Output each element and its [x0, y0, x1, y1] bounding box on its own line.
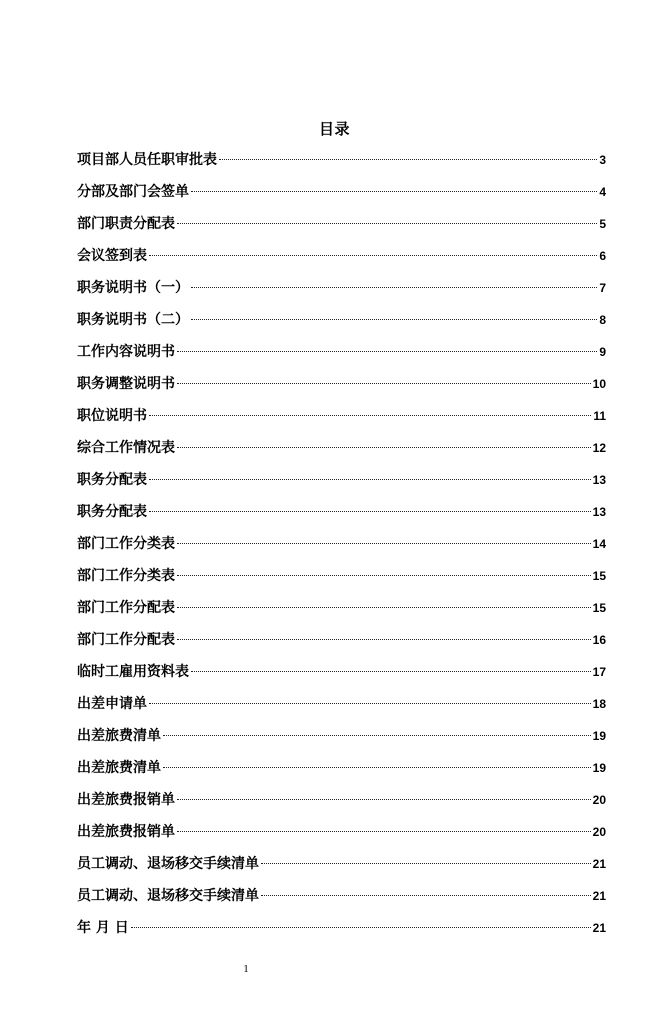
toc-entry[interactable]: [77, 178, 606, 210]
toc-dot-leader: [177, 383, 591, 384]
toc-entry[interactable]: [77, 338, 606, 370]
toc-entry[interactable]: [77, 690, 606, 722]
toc-dot-leader: [177, 831, 591, 832]
toc-entry-page-number[interactable]: 13: [592, 473, 606, 487]
toc-entry-label[interactable]: 分部及部门会签单: [77, 184, 189, 200]
toc-dot-leader: [191, 191, 597, 192]
toc-entry-page-number[interactable]: 11: [593, 409, 606, 423]
toc-entry[interactable]: [77, 274, 606, 306]
toc-dot-leader: [149, 255, 597, 256]
toc-entry[interactable]: [77, 658, 606, 690]
toc-dot-leader: [191, 671, 591, 672]
toc-entry-label[interactable]: 临时工雇用资料表: [77, 664, 189, 680]
toc-entry-page-number[interactable]: 10: [592, 377, 606, 391]
toc-entry[interactable]: [77, 242, 606, 274]
page-number: 1: [243, 963, 249, 975]
toc-entry-page-number[interactable]: 12: [592, 441, 606, 455]
toc-entry-label[interactable]: 会议签到表: [77, 248, 147, 264]
toc-entry-label[interactable]: 出差申请单: [77, 696, 147, 712]
toc-entry-label[interactable]: 年 月 日: [77, 920, 129, 936]
toc-dot-leader: [191, 287, 597, 288]
toc-entry[interactable]: [77, 818, 606, 850]
toc-dot-leader: [163, 735, 591, 736]
toc-entry[interactable]: [77, 530, 606, 562]
toc-entry[interactable]: [77, 402, 606, 434]
toc-entry-page-number[interactable]: 16: [592, 633, 606, 647]
toc-entry[interactable]: [77, 498, 606, 530]
toc-entry[interactable]: [77, 626, 606, 658]
toc-dot-leader: [261, 863, 591, 864]
toc-dot-leader: [177, 575, 591, 576]
toc-entry-label[interactable]: 职务分配表: [77, 472, 147, 488]
toc-entry[interactable]: [77, 914, 606, 946]
toc-entry[interactable]: [77, 786, 606, 818]
toc-entry-page-number[interactable]: 19: [592, 761, 606, 775]
toc-entry-page-number[interactable]: 13: [592, 505, 606, 519]
toc-dot-leader: [177, 447, 591, 448]
toc-entry[interactable]: [77, 562, 606, 594]
toc-entry-page-number[interactable]: 14: [592, 537, 606, 551]
toc-dot-leader: [219, 159, 597, 160]
toc-entry-page-number[interactable]: 21: [592, 857, 606, 871]
toc-entry-label[interactable]: 员工调动、退场移交手续清单: [77, 856, 259, 872]
toc-entry-label[interactable]: 项目部人员任职审批表: [77, 152, 217, 168]
toc-entry-label[interactable]: 出差旅费报销单: [77, 824, 175, 840]
toc-entry[interactable]: [77, 754, 606, 786]
toc-dot-leader: [177, 799, 591, 800]
toc-dot-leader: [131, 927, 591, 928]
toc-dot-leader: [177, 351, 597, 352]
toc-dot-leader: [149, 415, 591, 416]
toc-entry-label[interactable]: 出差旅费清单: [77, 760, 161, 776]
toc-entry[interactable]: [77, 210, 606, 242]
toc-entry-page-number[interactable]: 19: [592, 729, 606, 743]
toc-dot-leader: [149, 479, 591, 480]
toc-entry-page-number[interactable]: 20: [592, 793, 606, 807]
toc-entry-label[interactable]: 部门工作分类表: [77, 568, 175, 584]
toc-entry-page-number[interactable]: 7: [599, 281, 606, 295]
toc-entry-label[interactable]: 部门工作分类表: [77, 536, 175, 552]
toc-entry[interactable]: [77, 306, 606, 338]
toc-dot-leader: [177, 223, 597, 224]
toc-entry-page-number[interactable]: 20: [592, 825, 606, 839]
toc-entry[interactable]: [77, 594, 606, 626]
toc-entry-page-number[interactable]: 5: [599, 217, 606, 231]
toc-entry-label[interactable]: 出差旅费清单: [77, 728, 161, 744]
toc-entry-page-number[interactable]: 15: [592, 601, 606, 615]
toc-entry[interactable]: [77, 882, 606, 914]
toc-dot-leader: [149, 703, 591, 704]
toc-entry[interactable]: [77, 434, 606, 466]
toc-entry-page-number[interactable]: 3: [599, 153, 606, 167]
toc-entry[interactable]: [77, 370, 606, 402]
toc-entry-page-number[interactable]: 15: [592, 569, 606, 583]
toc-dot-leader: [149, 511, 591, 512]
toc-entry-label[interactable]: 部门工作分配表: [77, 632, 175, 648]
toc-entry-page-number[interactable]: 17: [592, 665, 606, 679]
toc-entry[interactable]: [77, 722, 606, 754]
toc-entry-label[interactable]: 部门职责分配表: [77, 216, 175, 232]
toc-dot-leader: [191, 319, 597, 320]
toc-entry-page-number[interactable]: 21: [592, 921, 606, 935]
toc-entry-label[interactable]: 出差旅费报销单: [77, 792, 175, 808]
toc-dot-leader: [261, 895, 591, 896]
toc-entry-label[interactable]: 职位说明书: [77, 408, 147, 424]
toc-list: [77, 146, 606, 946]
toc-entry-label[interactable]: 职务说明书（二）: [77, 312, 189, 328]
toc-entry[interactable]: [77, 146, 606, 178]
toc-entry-page-number[interactable]: 8: [599, 313, 606, 327]
toc-entry-label[interactable]: 职务分配表: [77, 504, 147, 520]
toc-entry-page-number[interactable]: 9: [599, 345, 606, 359]
toc-entry-label[interactable]: 职务调整说明书: [77, 376, 175, 392]
toc-entry-label[interactable]: 员工调动、退场移交手续清单: [77, 888, 259, 904]
toc-dot-leader: [177, 607, 591, 608]
toc-dot-leader: [177, 543, 591, 544]
toc-entry[interactable]: [77, 466, 606, 498]
toc-title: 目录: [318, 120, 350, 138]
toc-entry-page-number[interactable]: 4: [599, 185, 606, 199]
toc-entry-page-number[interactable]: 18: [592, 697, 606, 711]
toc-entry-page-number[interactable]: 21: [592, 889, 606, 903]
toc-entry-label[interactable]: 工作内容说明书: [77, 344, 175, 360]
toc-entry[interactable]: [77, 850, 606, 882]
toc-dot-leader: [177, 639, 591, 640]
toc-entry-label[interactable]: 职务说明书（一）: [77, 280, 189, 296]
toc-entry-page-number[interactable]: 6: [599, 249, 606, 263]
toc-dot-leader: [163, 767, 591, 768]
toc-entry-label[interactable]: 部门工作分配表: [77, 600, 175, 616]
toc-entry-label[interactable]: 综合工作情况表: [77, 440, 175, 456]
